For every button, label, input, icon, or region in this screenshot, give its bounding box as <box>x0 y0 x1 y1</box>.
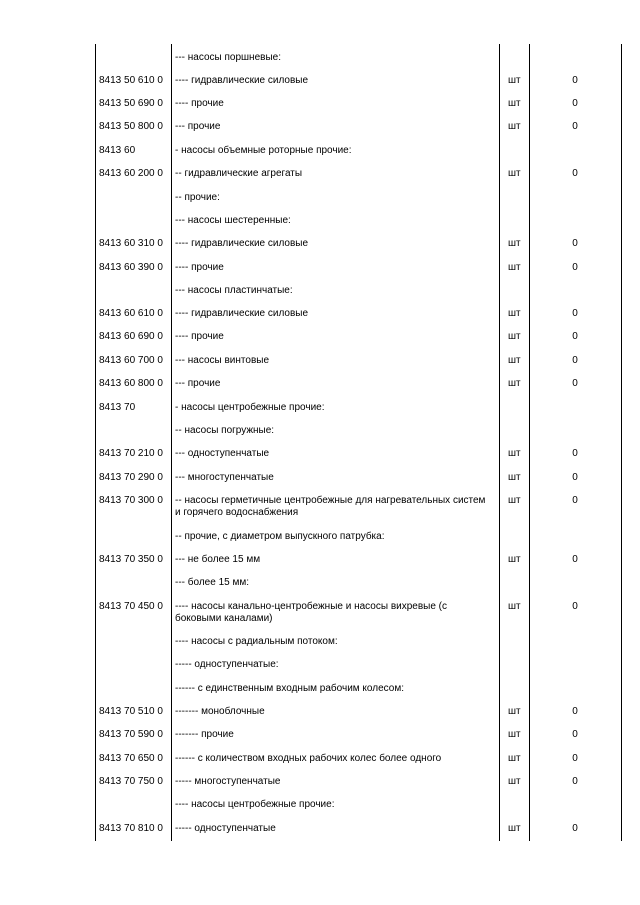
row-duty-rate: 0 <box>572 601 578 612</box>
row-code: 8413 60 610 0 <box>99 308 163 319</box>
row-description: ----- многоступенчатые <box>175 776 281 787</box>
row-code: 8413 50 800 0 <box>99 121 163 132</box>
row-duty-rate: 0 <box>572 448 578 459</box>
row-description: ------- прочие <box>175 729 234 740</box>
row-unit: шт <box>508 331 521 342</box>
row-code: 8413 60 <box>99 145 136 156</box>
row-description: - насосы объемные роторные прочие: <box>175 145 352 156</box>
row-code: 8413 70 350 0 <box>99 554 163 565</box>
row-code: 8413 70 450 0 <box>99 601 163 612</box>
row-code: 8413 70 810 0 <box>99 823 163 834</box>
row-code: 8413 70 210 0 <box>99 448 163 459</box>
row-description: ---- гидравлические силовые <box>175 308 309 319</box>
row-description: --- насосы пластинчатые: <box>175 285 293 296</box>
row-unit: шт <box>508 355 521 366</box>
row-code: 8413 50 610 0 <box>99 75 163 86</box>
row-duty-rate: 0 <box>572 168 578 179</box>
row-description: ---- прочие <box>175 262 224 273</box>
row-unit: шт <box>508 378 521 389</box>
row-description: --- насосы шестеренные: <box>175 215 291 226</box>
row-description: ---- прочие <box>175 331 224 342</box>
row-duty-rate: 0 <box>572 331 578 342</box>
row-unit: шт <box>508 98 521 109</box>
row-description: -- гидравлические агрегаты <box>175 168 303 179</box>
row-duty-rate: 0 <box>572 238 578 249</box>
row-unit: шт <box>508 554 521 565</box>
row-code: 8413 70 300 0 <box>99 495 163 506</box>
row-code: 8413 70 <box>99 402 136 413</box>
row-unit: шт <box>508 308 521 319</box>
row-duty-rate: 0 <box>572 98 578 109</box>
row-code: 8413 60 390 0 <box>99 262 163 273</box>
row-duty-rate: 0 <box>572 706 578 717</box>
row-code: 8413 70 650 0 <box>99 753 163 764</box>
row-duty-rate: 0 <box>572 355 578 366</box>
row-unit: шт <box>508 75 521 86</box>
row-description: ---- насосы канально-центробежные и насосы вихревые (с боковыми каналами) <box>175 601 448 624</box>
row-unit: шт <box>508 729 521 740</box>
row-description: ---- насосы с радиальным потоком: <box>175 636 338 647</box>
row-unit: шт <box>508 472 521 483</box>
row-unit: шт <box>508 238 521 249</box>
row-description: ------- моноблочные <box>175 706 265 717</box>
row-duty-rate: 0 <box>572 378 578 389</box>
row-code: 8413 60 200 0 <box>99 168 163 179</box>
row-unit: шт <box>508 753 521 764</box>
row-unit: шт <box>508 823 521 834</box>
row-unit: шт <box>508 448 521 459</box>
row-duty-rate: 0 <box>572 472 578 483</box>
row-description: ----- одноступенчатые: <box>175 659 279 670</box>
row-description: --- многоступенчатые <box>175 472 274 483</box>
row-description: -- прочие: <box>175 192 220 203</box>
row-description: --- более 15 мм: <box>175 577 250 588</box>
table-border-left <box>95 44 96 841</box>
row-duty-rate: 0 <box>572 262 578 273</box>
row-description: -- насосы герметичные центробежные для нагревательных систем и горячего водоснабжения <box>175 495 486 518</box>
row-duty-rate: 0 <box>572 823 578 834</box>
row-unit: шт <box>508 601 521 612</box>
row-code: 8413 70 750 0 <box>99 776 163 787</box>
row-duty-rate: 0 <box>572 753 578 764</box>
row-unit: шт <box>508 262 521 273</box>
row-description: ---- прочие <box>175 98 224 109</box>
row-code: 8413 70 290 0 <box>99 472 163 483</box>
row-unit: шт <box>508 776 521 787</box>
row-description: ------ с единственным входным рабочим колесом: <box>175 683 404 694</box>
row-duty-rate: 0 <box>572 308 578 319</box>
row-description: --- насосы винтовые <box>175 355 270 366</box>
column-divider-unit <box>529 44 530 841</box>
row-description: ---- гидравлические силовые <box>175 75 309 86</box>
table-border-right <box>621 44 622 841</box>
row-unit: шт <box>508 706 521 717</box>
row-description: --- одноступенчатые <box>175 448 270 459</box>
row-code: 8413 60 800 0 <box>99 378 163 389</box>
row-duty-rate: 0 <box>572 554 578 565</box>
row-code: 8413 50 690 0 <box>99 98 163 109</box>
row-description: -- прочие, с диаметром выпускного патрубка: <box>175 531 385 542</box>
row-code: 8413 70 510 0 <box>99 706 163 717</box>
row-duty-rate: 0 <box>572 121 578 132</box>
row-duty-rate: 0 <box>572 776 578 787</box>
row-description: --- прочие <box>175 378 221 389</box>
row-duty-rate: 0 <box>572 729 578 740</box>
row-description: - насосы центробежные прочие: <box>175 402 325 413</box>
row-duty-rate: 0 <box>572 495 578 506</box>
row-description: ---- насосы центробежные прочие: <box>175 799 335 810</box>
row-description: ----- одноступенчатые <box>175 823 276 834</box>
row-unit: шт <box>508 495 521 506</box>
column-divider-code <box>171 44 172 841</box>
row-description: --- прочие <box>175 121 221 132</box>
column-divider-description <box>499 44 500 841</box>
row-duty-rate: 0 <box>572 75 578 86</box>
row-code: 8413 60 700 0 <box>99 355 163 366</box>
row-code: 8413 60 310 0 <box>99 238 163 249</box>
row-unit: шт <box>508 121 521 132</box>
row-code: 8413 60 690 0 <box>99 331 163 342</box>
row-description: --- насосы поршневые: <box>175 52 281 63</box>
row-code: 8413 70 590 0 <box>99 729 163 740</box>
row-description: -- насосы погружные: <box>175 425 275 436</box>
row-description: ------ с количеством входных рабочих колес более одного <box>175 753 442 764</box>
row-unit: шт <box>508 168 521 179</box>
row-description: ---- гидравлические силовые <box>175 238 309 249</box>
row-description: --- не более 15 мм <box>175 554 261 565</box>
